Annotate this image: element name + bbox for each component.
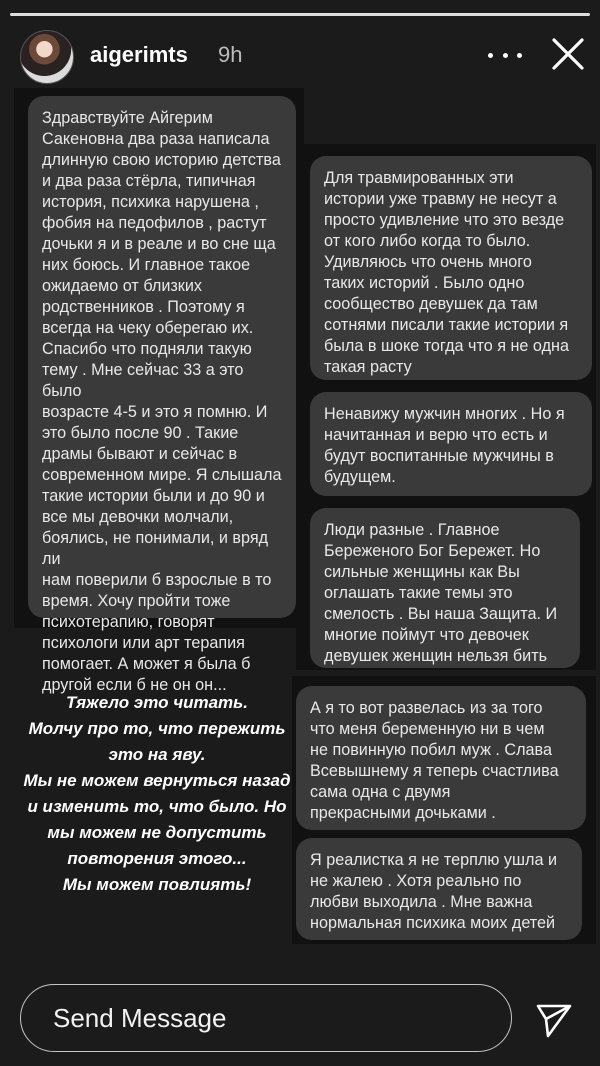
close-icon[interactable] [548, 34, 588, 74]
message-bubble: Я реалистка я не терплю ушла и не жалею . Хотя реально по любви выходила . Мне важна нормальная психика моих детей [296, 838, 582, 940]
message-bubble: А я то вот развелась из за того что меня беременную ни в чем не повинную побил муж . Слава Всевышнему я теперь счастлива сама одна с двумя прекрасными дочьками . [296, 686, 586, 830]
send-message-input[interactable] [20, 984, 512, 1052]
post-time: 9h [218, 42, 243, 67]
username[interactable]: aigerimts [90, 42, 188, 67]
message-bubble: Для травмированных эти истории уже травму не несут а просто удивление что это везде от кого либо когда то было. Удивляюсь что очень много таких историй . Было одно сообщество девушек да там сотнями писали такие истории я была в шоке тогда что я не одна такая расту [310, 156, 592, 380]
story-progress-bar [10, 13, 590, 16]
avatar[interactable] [20, 30, 74, 84]
message-bubble: Люди разные . Главное Береженого Бог Бережет. Но сильные женщины как Вы оглашать такие темы это смелость . Вы наша Защита. И многие поймут что девочек девушек женщин нельзя бить [310, 508, 580, 668]
message-bubble: Здравствуйте Айгерим Сакеновна два раза написала длинную свою историю детства и два раза стёрла, типичная история, психика нарушена , фобия на педофилов , растут дочьки я и в реале и во сне ща них боюсь. И главное такое ожидаемо от близких родственников . Поэтому я всегда на чеку оберегаю их. Спасибо что подняли такую тему . Мне сейчас 33 а это было возрасте 4-5 и это я помню. И это было после 90 . Такие драмы бывают и сейчас в современном мире. Я слышала такие истории были и до 90 и все мы девочки молчали, боялись, не понимали, и вряд ли нам поверили б взрослые в то время. Хочу пройти тоже психотерапию, говорят психологи или арт терапия помогает. А может я была б другой если б не он он... [28, 96, 296, 618]
more-horizontal-icon[interactable] [488, 40, 522, 70]
message-bubble: Ненавижу мужчин многих . Но я начитанная и верю что есть и будут воспитанные мужчины в будущем. [310, 392, 592, 496]
send-icon[interactable] [534, 1000, 574, 1040]
story-caption: Тяжело это читать. Молчу про то, что пережить это на яву. Мы не можем вернуться назад и изменить то, что было. Но мы можем не допустить повторения этого... Мы можем повлиять! [23, 693, 291, 894]
story-header [0, 28, 600, 84]
send-message-placeholder: Send Message [53, 1003, 227, 1033]
